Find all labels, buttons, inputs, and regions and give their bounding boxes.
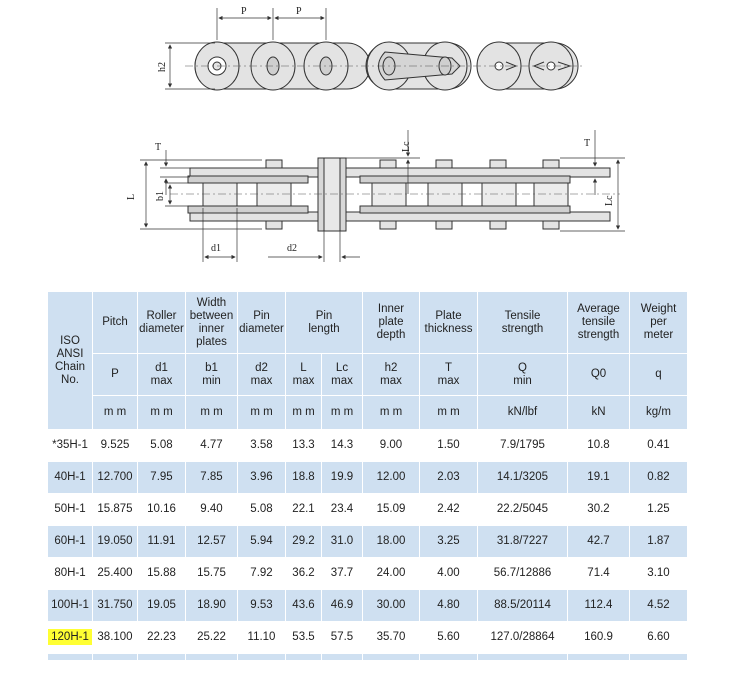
table-cell: 15.75 (186, 558, 238, 590)
table-cell: 2.42 (420, 494, 478, 526)
table-cell: 25.22 (186, 622, 238, 654)
table-cell: 7.85 (186, 462, 238, 494)
symbol-qw: q (630, 354, 688, 396)
chain-plan-view (188, 158, 610, 231)
unit-cell: m m (322, 396, 363, 430)
table-cell (238, 654, 286, 661)
table-cell (322, 654, 363, 661)
table-cell: 30.2 (568, 494, 630, 526)
unit-cell: m m (286, 396, 322, 430)
symbol-q: Q min (478, 354, 568, 396)
table-cell: 46.9 (322, 590, 363, 622)
table-cell: 6.60 (630, 622, 688, 654)
table-cell: 24.00 (363, 558, 420, 590)
table-cell: 12.700 (93, 462, 138, 494)
table-cell: 35.70 (363, 622, 420, 654)
header-pin-length: Pin length (286, 292, 363, 354)
table-row (48, 558, 688, 590)
b1-label: b1 (155, 191, 166, 201)
table-cell: 22.2/5045 (478, 494, 568, 526)
table-cell (568, 654, 630, 661)
table-cell: 12.00 (363, 462, 420, 494)
symbol-t: T max (420, 354, 478, 396)
table-cell: 10.16 (138, 494, 186, 526)
pitch-label-1: P (241, 6, 247, 17)
symbol-h2: h2 max (363, 354, 420, 396)
table-cell (48, 654, 93, 661)
symbol-q0: Q0 (568, 354, 630, 396)
table-cell: 9.00 (363, 430, 420, 462)
chain-number-cell: 40H-1 (48, 462, 93, 494)
table-cell: 53.5 (286, 622, 322, 654)
header-width-between-inner-plates: Width between inner plates (186, 292, 238, 354)
table-cell: 7.95 (138, 462, 186, 494)
table-cell: 0.41 (630, 430, 688, 462)
table-row (48, 430, 688, 462)
table-cell: 29.2 (286, 526, 322, 558)
table-cell: 36.2 (286, 558, 322, 590)
table-cell: 160.9 (568, 622, 630, 654)
table-cell: 43.6 (286, 590, 322, 622)
table-cell: 18.8 (286, 462, 322, 494)
chain-spec-table (47, 291, 688, 661)
table-row-cutoff (48, 654, 688, 661)
table-row (48, 494, 688, 526)
table-cell: 11.91 (138, 526, 186, 558)
table-cell: 18.90 (186, 590, 238, 622)
unit-cell: m m (138, 396, 186, 430)
table-cell: 38.100 (93, 622, 138, 654)
table-cell: 37.7 (322, 558, 363, 590)
table-cell: 42.7 (568, 526, 630, 558)
header-roller-diameter: Roller diameter (138, 292, 186, 354)
table-cell: 4.80 (420, 590, 478, 622)
table-cell: 88.5/20114 (478, 590, 568, 622)
t-dimension-left (160, 150, 190, 195)
table-cell: 5.94 (238, 526, 286, 558)
table-cell: 19.050 (93, 526, 138, 558)
table-cell: 4.77 (186, 430, 238, 462)
table-cell: 18.00 (363, 526, 420, 558)
table-body (48, 430, 688, 661)
table-cell: 9.525 (93, 430, 138, 462)
header-pin-diameter: Pin diameter (238, 292, 286, 354)
table-cell: 57.5 (322, 622, 363, 654)
table-cell: 22.23 (138, 622, 186, 654)
table-cell: 25.400 (93, 558, 138, 590)
table-cell: 10.8 (568, 430, 630, 462)
chain-number-cell: 60H-1 (48, 526, 93, 558)
d2-label: d2 (287, 243, 297, 254)
table-cell: 1.87 (630, 526, 688, 558)
table-cell (363, 654, 420, 661)
b1-dimension (165, 183, 200, 206)
table-cell: 19.9 (322, 462, 363, 494)
highlighted-chain-number: 120H-1 (48, 629, 92, 645)
unit-cell: m m (363, 396, 420, 430)
symbol-lc: Lc max (322, 354, 363, 396)
chain-number-cell: 80H-1 (48, 558, 93, 590)
table-row (48, 590, 688, 622)
chain-number-cell: 50H-1 (48, 494, 93, 526)
table-cell: 2.03 (420, 462, 478, 494)
table-cell: 4.00 (420, 558, 478, 590)
h2-label: h2 (157, 62, 168, 72)
symbol-p: P (93, 354, 138, 396)
symbol-l: L max (286, 354, 322, 396)
table-cell: 13.3 (286, 430, 322, 462)
table-row (48, 462, 688, 494)
chain-technical-drawing (0, 0, 737, 290)
header-pitch: Pitch (93, 292, 138, 354)
table-cell: 1.25 (630, 494, 688, 526)
symbol-d2: d2 max (238, 354, 286, 396)
lc-label-right: Lc (604, 195, 615, 206)
table-cell: 71.4 (568, 558, 630, 590)
table-cell: 9.40 (186, 494, 238, 526)
table-cell (186, 654, 238, 661)
table-cell: 15.875 (93, 494, 138, 526)
table-cell: 31.750 (93, 590, 138, 622)
pitch-dimension (217, 8, 326, 40)
table-cell: 5.60 (420, 622, 478, 654)
table-cell: 5.08 (238, 494, 286, 526)
table-cell: 7.9/1795 (478, 430, 568, 462)
chain-number-cell: 100H-1 (48, 590, 93, 622)
unit-cell: m m (186, 396, 238, 430)
table-cell: 1.50 (420, 430, 478, 462)
table-cell: 3.10 (630, 558, 688, 590)
table-cell: 15.88 (138, 558, 186, 590)
chain-number-cell (48, 622, 93, 654)
table-cell: 19.1 (568, 462, 630, 494)
table-cell: 9.53 (238, 590, 286, 622)
table-cell: 31.0 (322, 526, 363, 558)
table-cell: 56.7/12886 (478, 558, 568, 590)
header-average-tensile-strength: Average tensile strength (568, 292, 630, 354)
table-cell: 5.08 (138, 430, 186, 462)
table-cell: 15.09 (363, 494, 420, 526)
table-cell: 4.52 (630, 590, 688, 622)
d2-dimension (268, 231, 360, 262)
table-cell (630, 654, 688, 661)
unit-cell: m m (420, 396, 478, 430)
table-cell: 112.4 (568, 590, 630, 622)
table-cell: 11.10 (238, 622, 286, 654)
t-label-right: T (584, 138, 591, 149)
table-cell: 22.1 (286, 494, 322, 526)
table-cell (420, 654, 478, 661)
header-chain-no: ISO ANSI Chain No. (48, 292, 93, 430)
table-cell (138, 654, 186, 661)
table-cell: 3.96 (238, 462, 286, 494)
header-tensile-strength: Tensile strength (478, 292, 568, 354)
unit-cell: m m (93, 396, 138, 430)
header-weight-per-meter: Weight per meter (630, 292, 688, 354)
pitch-label-2: P (296, 6, 302, 17)
header-plate-thickness: Plate thickness (420, 292, 478, 354)
table-cell (478, 654, 568, 661)
table-cell: 3.25 (420, 526, 478, 558)
symbol-b1: b1 min (186, 354, 238, 396)
header-inner-plate-depth: Inner plate depth (363, 292, 420, 354)
table-cell (286, 654, 322, 661)
symbol-d1: d1 max (138, 354, 186, 396)
unit-cell: m m (238, 396, 286, 430)
table-cell: 14.1/3205 (478, 462, 568, 494)
table-cell: 23.4 (322, 494, 363, 526)
table-cell: 19.05 (138, 590, 186, 622)
l-label: L (126, 193, 137, 200)
unit-cell: kN (568, 396, 630, 430)
table-cell: 30.00 (363, 590, 420, 622)
table-row (48, 526, 688, 558)
t-label-left: T (155, 142, 162, 153)
table-cell: 7.92 (238, 558, 286, 590)
table-cell: 127.0/28864 (478, 622, 568, 654)
chain-number-cell: *35H-1 (48, 430, 93, 462)
table-cell: 14.3 (322, 430, 363, 462)
table-cell (93, 654, 138, 661)
table-row (48, 622, 688, 654)
unit-cell: kg/m (630, 396, 688, 430)
unit-cell: kN/lbf (478, 396, 568, 430)
table-cell: 0.82 (630, 462, 688, 494)
lc-label-top: Lc (401, 141, 412, 152)
d1-label: d1 (211, 243, 221, 254)
table-cell: 31.8/7227 (478, 526, 568, 558)
table-cell: 12.57 (186, 526, 238, 558)
table-cell: 3.58 (238, 430, 286, 462)
